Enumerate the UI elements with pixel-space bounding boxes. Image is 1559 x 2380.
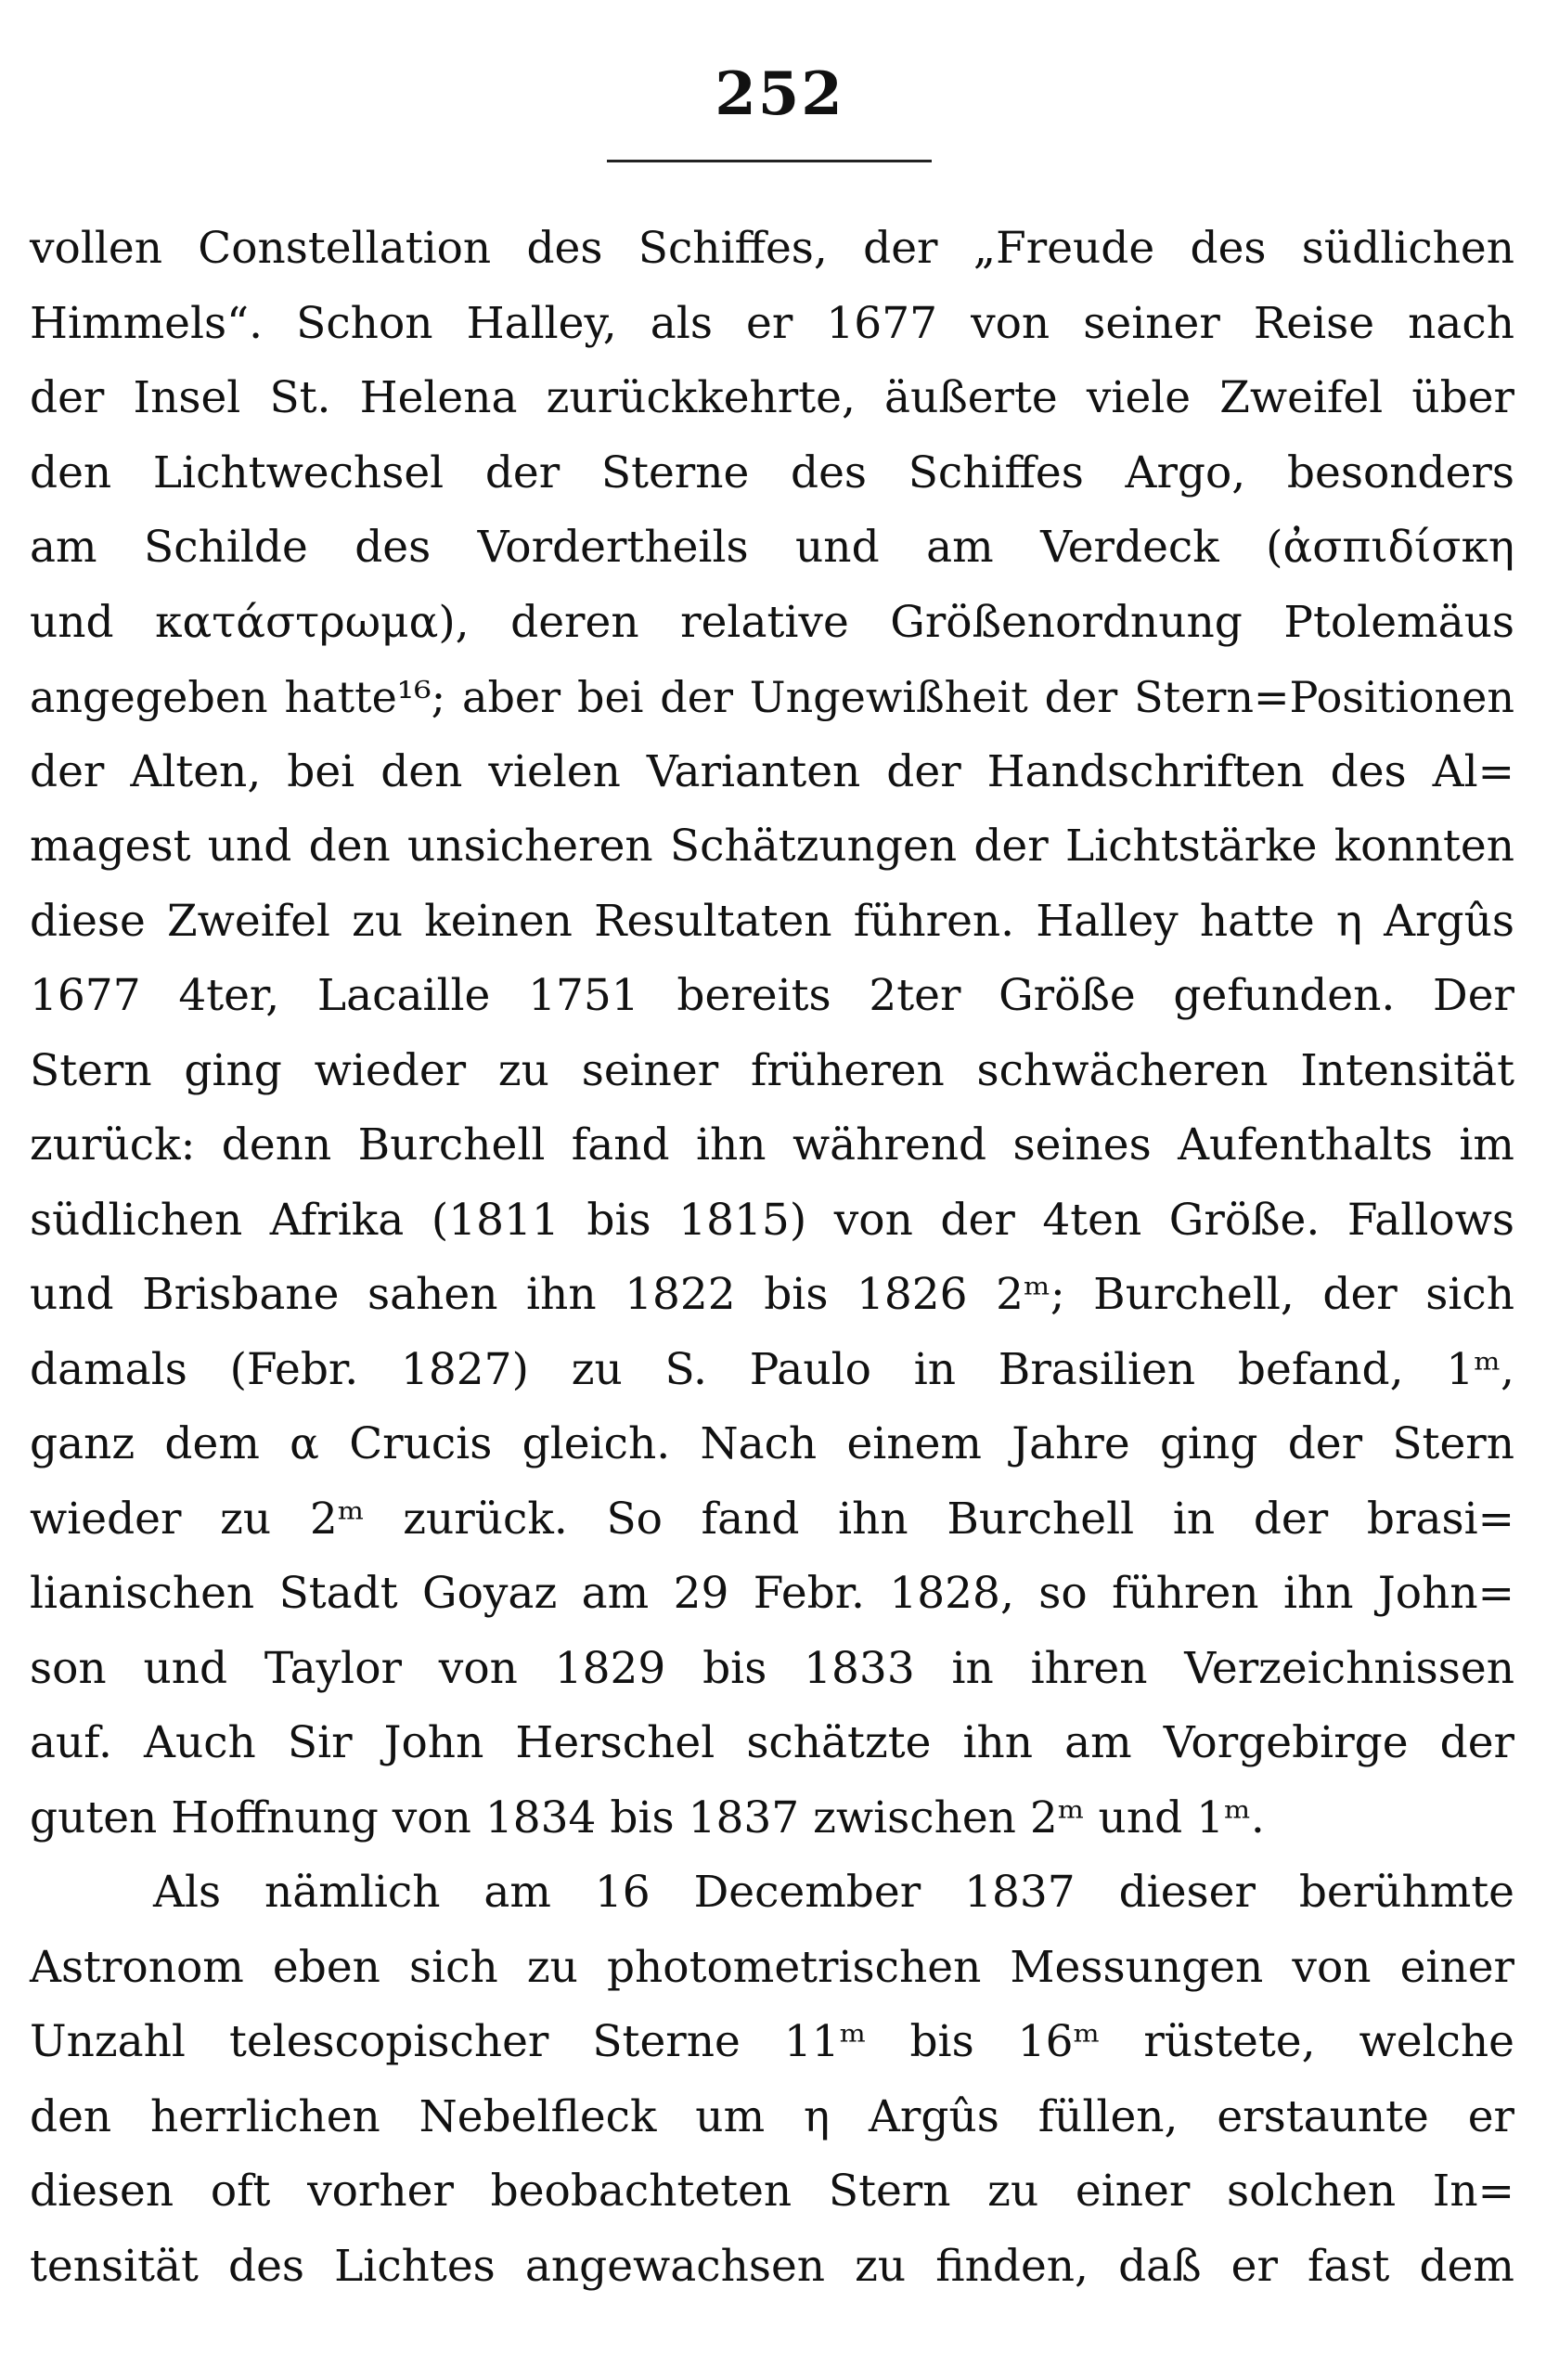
body-text — [30, 212, 1514, 2304]
text-line: der Insel St. Helena zurückkehrte, äußerte viele Zweifel über — [30, 372, 1514, 423]
text-line: der Alten, bei den vielen Varianten der Handschriften des Al= — [30, 745, 1514, 797]
text-line: zurück: denn Burchell fand ihn während seines Aufenthalts im — [30, 1119, 1514, 1171]
text-line: Himmels“. Schon Halley, als er 1677 von seiner Reise nach — [30, 297, 1514, 349]
text-line: auf. Auch Sir John Herschel schätzte ihn am Vorgebirge der — [30, 1717, 1514, 1768]
text-line: Astronom eben sich zu photometrischen Messungen von einer — [30, 1941, 1514, 1993]
text-line: magest und den unsicheren Schätzungen der Lichtstärke konnten — [30, 821, 1514, 872]
paragraph-1 — [30, 212, 1514, 1856]
text-line: guten Hoffnung von 1834 bis 1837 zwischen 2ᵐ und 1ᵐ. — [30, 1791, 1265, 1843]
text-line: damals (Febr. 1827) zu S. Paulo in Brasilien befand, 1ᵐ, — [30, 1343, 1514, 1395]
text-line: lianischen Stadt Goyaz am 29 Febr. 1828, so führen ihn John= — [30, 1568, 1514, 1619]
text-line: wieder zu 2ᵐ zurück. So fand ihn Burchell in der brasi= — [30, 1493, 1514, 1545]
text-line: 1677 4ter, Lacaille 1751 bereits 2ter Größe gefunden. Der — [30, 970, 1514, 1021]
text-line: angegeben hatte¹⁶; aber bei der Ungewißheit der Stern=Positionen — [30, 672, 1514, 722]
text-line: am Schilde des Vordertheils und am Verdeck (ἀσπιδίσκη — [30, 522, 1514, 573]
text-line: Als nämlich am 16 December 1837 dieser berühmte — [153, 1867, 1514, 1918]
text-line: tensität des Lichtes angewachsen zu finden, daß er fast dem — [30, 2240, 1514, 2292]
text-line: den Lichtwechsel der Sterne des Schiffes Argo, besonders — [30, 446, 1514, 498]
page-number: 252 — [715, 59, 844, 129]
text-line: den herrlichen Nebelfleck um η Argûs füllen, erstaunte er — [30, 2090, 1514, 2142]
text-line: und κατάστρωμα), deren relative Größenordnung Ptolemäus — [30, 596, 1514, 648]
header-rule — [607, 160, 932, 162]
text-line: diese Zweifel zu keinen Resultaten führen. Halley hatte η Argûs — [30, 895, 1514, 947]
text-line: diesen oft vorher beobachteten Stern zu einer solchen In= — [30, 2166, 1514, 2217]
text-line: vollen Constellation des Schiffes, der „Freude des südlichen — [30, 223, 1514, 274]
text-line: Unzahl telescopischer Sterne 11ᵐ bis 16ᵐ rüstete, welche — [30, 2016, 1514, 2067]
text-line: Stern ging wieder zu seiner früheren schwächeren Intensität — [30, 1044, 1514, 1096]
text-line: ganz dem α Crucis gleich. Nach einem Jahre ging der Stern — [30, 1418, 1514, 1469]
text-line: und Brisbane sahen ihn 1822 bis 1826 2ᵐ; Burchell, der sich — [30, 1269, 1514, 1320]
text-line: son und Taylor von 1829 bis 1833 in ihren Verzeichnissen — [30, 1642, 1514, 1694]
text-line: südlichen Afrika (1811 bis 1815) von der 4ten Größe. Fallows — [30, 1194, 1514, 1246]
paragraph-2 — [30, 1856, 1514, 2304]
